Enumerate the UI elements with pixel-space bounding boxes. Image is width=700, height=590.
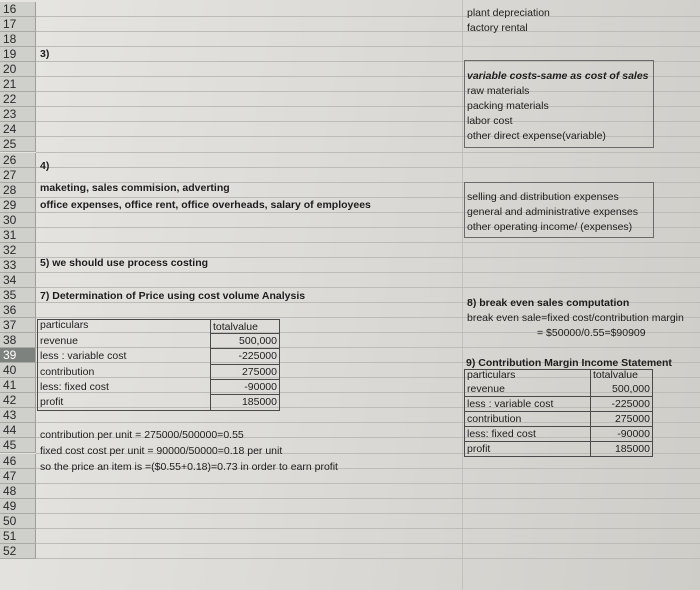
row-header-51[interactable]: 51 [0,529,36,544]
cell-selling-distribution[interactable]: selling and distribution expenses [467,191,619,203]
row-header-31[interactable]: 31 [0,228,36,243]
left-table-head-totalvalue[interactable]: totalvalue [213,321,258,333]
row-header-28[interactable]: 28 [0,183,36,198]
cell-marketing-expenses[interactable]: maketing, sales commision, adverting [40,182,230,194]
cell-break-even-formula[interactable]: break even sale=fixed cost/contribution margin [467,312,684,324]
row-header-26[interactable]: 26 [0,153,36,168]
lrows-label[interactable]: contribution [40,365,95,378]
cell-price-per-item[interactable]: so the price an item is =($0.55+0.18)=0.73 in order to earn profit [40,461,338,473]
rrows-value[interactable]: 275000 [614,412,650,425]
row-header-23[interactable]: 23 [0,107,36,122]
cell-section-3[interactable]: 3) [40,48,50,60]
lrows-label[interactable]: less : variable cost [40,350,127,363]
cell-contribution-per-unit[interactable]: contribution per unit = 275000/500000=0.55 [40,429,244,441]
cell-price-determination[interactable]: 7) Determination of Price using cost volume Analysis [40,290,306,302]
row-header-52[interactable]: 52 [0,544,36,559]
row-header-21[interactable]: 21 [0,77,36,92]
row-header-38[interactable]: 38 [0,333,36,348]
row-gridline [36,513,700,514]
row-gridline [36,242,700,243]
rrows-label[interactable]: less : variable cost [467,397,554,410]
cell-plant-depreciation[interactable]: plant depreciation [467,7,550,19]
lrows-label[interactable]: revenue [40,335,78,347]
operating-expenses-box [464,182,654,238]
cell-break-even-result[interactable]: = $50000/0.55=$90909 [537,327,646,339]
row-gridline [36,498,700,499]
row-header-16[interactable]: 16 [0,2,36,17]
rrows-value[interactable]: -225000 [611,397,650,410]
rrows-value[interactable]: 500,000 [612,383,650,395]
row-header-40[interactable]: 40 [0,363,36,378]
row-header-19[interactable]: 19 [0,47,36,62]
rrows-label[interactable]: contribution [467,412,522,425]
row-header-49[interactable]: 49 [0,499,36,514]
row-header-47[interactable]: 47 [0,469,36,484]
row-header-41[interactable]: 41 [0,378,36,393]
row-header-39[interactable]: 39 [0,348,36,363]
row-gridline [36,287,700,288]
row-header-43[interactable]: 43 [0,408,36,423]
row-header-25[interactable]: 25 [0,137,36,152]
row-header-46[interactable]: 46 [0,454,36,469]
row-gridline [36,152,700,153]
right-table-head-totalvalue[interactable]: totalvalue [593,369,638,381]
row-header-32[interactable]: 32 [0,243,36,258]
row-header-34[interactable]: 34 [0,273,36,288]
row-gridline [36,16,700,17]
cell-other-operating[interactable]: other operating income/ (expenses) [467,221,633,233]
row-header-48[interactable]: 48 [0,484,36,499]
left-table-head-particulars[interactable]: particulars [40,319,89,331]
cell-packing-materials[interactable]: packing materials [467,100,549,112]
row-gridline [36,483,700,484]
row-gridline [36,543,700,544]
row-gridline [36,272,700,273]
row-header-44[interactable]: 44 [0,423,36,438]
cell-process-costing[interactable]: 5) we should use process costing [40,257,209,269]
lrows-value[interactable]: 185000 [241,396,277,409]
rrows-label[interactable]: profit [467,442,491,455]
lrows-label[interactable]: profit [40,396,64,409]
row-header-35[interactable]: 35 [0,288,36,303]
cell-section-4[interactable]: 4) [40,160,50,172]
rrows-label[interactable]: revenue [467,383,505,395]
lrows-value[interactable]: 275000 [241,365,277,378]
variable-costs-box [464,60,654,148]
lrows-value[interactable]: -90000 [244,380,277,393]
row-gridline [36,558,700,559]
cell-raw-materials[interactable]: raw materials [467,85,530,97]
lrows-value[interactable]: -225000 [238,350,277,363]
row-gridline [36,31,700,32]
row-header-37[interactable]: 37 [0,318,36,333]
lrows-label[interactable]: less: fixed cost [40,380,109,393]
cell-factory-rental[interactable]: factory rental [467,22,528,34]
cell-general-admin[interactable]: general and administrative expenses [467,206,639,218]
cell-office-expenses[interactable]: office expenses, office rent, office overheads, salary of employees [40,199,371,211]
row-header-29[interactable]: 29 [0,198,36,213]
rrows-value[interactable]: -90000 [617,427,650,440]
rrows-value[interactable]: 185000 [614,442,650,455]
lrows-value[interactable]: 500,000 [239,335,277,347]
row-header-22[interactable]: 22 [0,92,36,107]
row-gridline [36,528,700,529]
column-divider [462,0,463,590]
cell-income-statement-title[interactable]: 9) Contribution Margin Income Statement [466,357,672,369]
row-header-20[interactable]: 20 [0,62,36,77]
row-header-33[interactable]: 33 [0,258,36,273]
cell-labor-cost[interactable]: labor cost [467,115,513,127]
row-header-24[interactable]: 24 [0,122,36,137]
row-gridline [36,46,700,47]
row-header-36[interactable]: 36 [0,303,36,318]
cell-break-even-title[interactable]: 8) break even sales computation [467,297,630,309]
row-header-42[interactable]: 42 [0,393,36,408]
row-header-45[interactable]: 45 [0,438,36,453]
row-header-18[interactable]: 18 [0,32,36,47]
row-header-30[interactable]: 30 [0,213,36,228]
row-gridline [36,167,700,168]
right-table-head-particulars[interactable]: particulars [467,369,516,381]
row-header-17[interactable]: 17 [0,17,36,32]
row-header-27[interactable]: 27 [0,168,36,183]
cell-variable-costs[interactable]: variable costs-same as cost of sales [467,70,649,82]
cell-fixed-cost-per-unit[interactable]: fixed cost cost per unit = 90000/50000=0.18 per unit [40,445,283,457]
cell-other-direct-expense[interactable]: other direct expense(variable) [467,130,606,142]
rrows-label[interactable]: less: fixed cost [467,427,536,440]
row-header-50[interactable]: 50 [0,514,36,529]
